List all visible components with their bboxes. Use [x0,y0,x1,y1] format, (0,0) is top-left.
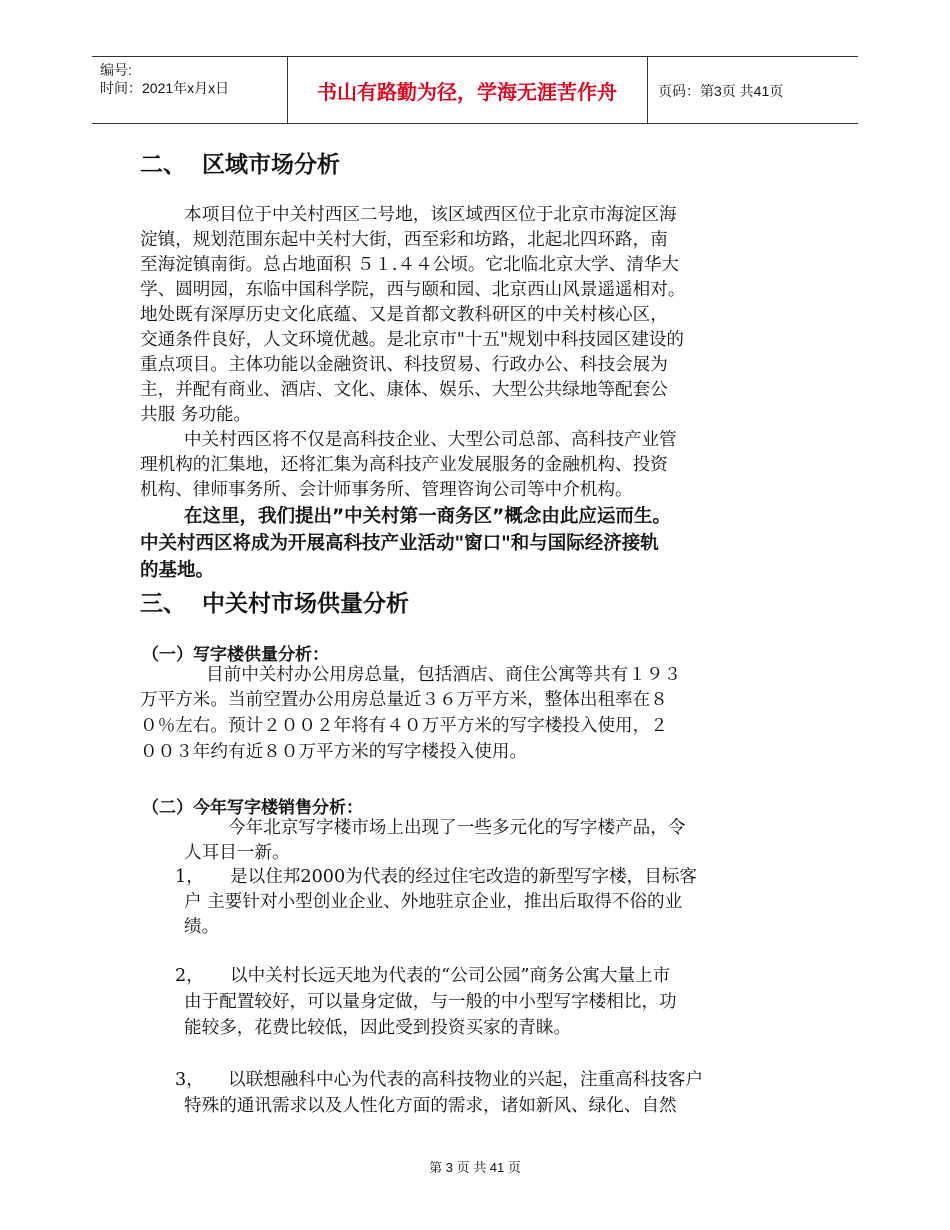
list-item-line: 以联想融科中心为代表的高科技物业的兴起，注重高科技客户 [228,1070,704,1090]
list-item-line: 以中关村长远天地为代表的“公司公园”商务公寓大量上市 [230,966,671,986]
header-motto: 书山有路勤为径，学海无涯苦作舟 [317,79,617,104]
section-title: 中关村市场供量分析 [202,591,409,617]
section-heading [140,146,340,179]
subsection-heading: （一）写字楼供量分析： [142,645,329,665]
bold-statement-line: 中关村西区将成为开展高科技产业活动"窗口"和与国际经济接轨 [140,533,659,554]
serial-label: 编号: [100,62,132,78]
list-item-number: 1， [175,867,204,887]
list-item-line: 能较多，花费比较低，因此受到投资买家的青睐。 [184,1018,572,1038]
section-title: 区域市场分析 [202,152,340,178]
paragraph-line: 交通条件良好，人文环境优越。是北京市"十五"规划中科技园区建设的 [140,330,685,350]
list-item-number: 2， [175,966,204,986]
paragraph-line: 至海淀镇南街。总占地面积 ５１.４４公顷。它北临北京大学、清华大 [140,255,680,275]
section-heading [140,585,409,618]
section-number: 二、 [140,152,186,178]
paragraph-line: ０％左右。预计２００２年将有４０万平方米的写字楼投入使用，２ [140,716,668,736]
paragraph-line: 本项目位于中关村西区二号地，该区域西区位于北京市海淀区海 [184,205,677,225]
page-header [92,56,858,124]
paragraph-line: 重点项目。主体功能以金融资讯、科技贸易、行政办公、科技会展为 [140,355,668,375]
paragraph-line: 学、圆明园，东临中国科学院，西与颐和园、北京西山风景遥遥相对。 [140,280,686,300]
section-number: 三、 [140,591,186,617]
paragraph-line: 人耳目一新。 [184,843,290,863]
paragraph-line: 机构、律师事务所、会计师事务所、管理咨询公司等中介机构。 [140,480,633,500]
paragraph-line: 目前中关村办公用房总量，包括酒店、商住公寓等共有１９３ [206,665,682,685]
paragraph-line: ００３年约有近８０万平方米的写字楼投入使用。 [140,742,528,762]
list-item-line: 是以住邦2000为代表的经过住宅改造的新型写字楼，目标客 [230,867,698,887]
paragraph-line: 万平方米。当前空置办公用房总量近３６万平方米，整体出租率在８ [140,690,668,710]
paragraph-line: 地处既有深厚历史文化底蕴、又是首都文教科研区的中关村核心区， [140,305,668,325]
paragraph-line: 理机构的汇集地，还将汇集为高科技产业发展服务的金融机构、投资 [140,455,668,475]
paragraph-line: 中关村西区将不仅是高科技企业、大型公司总部、高科技产业管 [184,430,677,450]
paragraph-line: 主，并配有商业、酒店、文化、康体、娱乐、大型公共绿地等配套公 [140,380,668,400]
paragraph-line: 共服 务功能。 [140,405,252,425]
list-item-number: 3， [175,1070,204,1090]
paragraph-line: 淀镇，规划范围东起中关村大街，西至彩和坊路，北起北四环路，南 [140,230,668,250]
paragraph-line: 今年北京写字楼市场上出现了一些多元化的写字楼产品，令 [228,818,686,838]
list-item-line: 特殊的通讯需求以及人性化方面的需求，诸如新风、绿化、自然 [184,1096,677,1116]
list-item-line: 绩。 [184,917,220,937]
page-footer: 第 3 页 共 41 页 [429,1160,521,1175]
header-page-info: 页码：第3页 共41页 [658,83,784,99]
list-item-line: 户 主要针对小型创业企业、外地驻京企业，推出后取得不俗的业 [184,892,683,912]
header-divider [647,57,648,123]
list-item-line: 由于配置较好，可以量身定做，与一般的中小型写字楼相比，功 [184,992,677,1012]
time-label: 时间：2021年x月x日 [100,80,230,96]
subsection-heading: （二）今年写字楼销售分析： [142,798,363,818]
header-meta [100,61,229,97]
bold-statement-line: 在这里，我们提出”中关村第一商务区”概念由此应运而生。 [184,506,671,527]
bold-statement-line: 的基地。 [140,560,215,581]
